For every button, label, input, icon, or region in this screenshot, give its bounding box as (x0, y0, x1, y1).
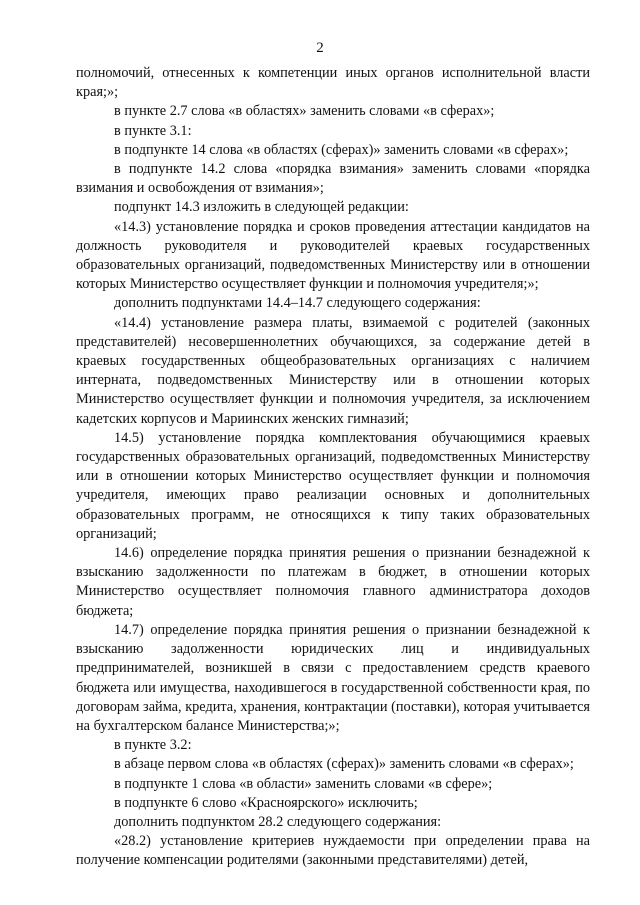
paragraph: 14.7) определение порядка принятия решения о признании безнадежной к взысканию задолженности юридических лиц и индивидуальных предпринимателей, возникшей в связи с предоставлением средств краевого бюджета или имущества, находившегося в государственной собственности края, по договорам займа, кредита, хранения, контрактации (поставки), которая учитывается на бухгалтерском балансе Министерства;»; (76, 621, 590, 734)
paragraph: 14.6) определение порядка принятия решения о признании безнадежной к взысканию задолженности по платежам в бюджет, в отношении которых Министерство осуществляет полномочия главного администратора доходов бюджета; (76, 545, 590, 619)
paragraph: дополнить подпунктом 28.2 следующего содержания: (114, 813, 442, 830)
paragraph: в подпункте 1 слова «в области» заменить словами «в сфере»; (114, 775, 493, 792)
page-number: 2 (316, 40, 324, 56)
paragraph: в абзаце первом слова «в областях (сферах)» заменить словами «в сферах»; (114, 756, 574, 773)
paragraph: «28.2) установление критериев нуждаемости при определении права на получение компенсации родителями (законными представителями) детей, (76, 833, 590, 869)
paragraph: в подпункте 14 слова «в областях (сферах)» заменить словами «в сферах»; (114, 141, 569, 158)
document-body (76, 64, 590, 871)
paragraph: «14.3) установление порядка и сроков проведения аттестации кандидатов на должность руководителя и руководителей краевых государственных образовательных организаций, подведомственных Министерству или в отношении которых Министерство осуществляет функции и полномочия учредителя;»; (76, 218, 590, 293)
paragraph: «14.4) установление размера платы, взимаемой с родителей (законных представителей) несовершеннолетних обучающихся, за содержание детей в краевых государственных общеобразовательных организациях с наличием интерната, подведомственных Министерству или в отношении которых Министерство осуществляет функции и полномочия учредителя, за исключением кадетских корпусов и Мариинских женских гимназий; (76, 314, 590, 427)
paragraph: дополнить подпунктами 14.4–14.7 следующего содержания: (114, 295, 481, 312)
paragraph: 14.5) установление порядка комплектования обучающимися краевых государственных образовательных организаций, подведомственных Министерству или в отношении которых Министерство осуществляет функции и полномочия учредителя, имеющих право реализации основных и дополнительных образовательных программ, не относящихся к типу таких образовательных организаций; (76, 429, 590, 542)
paragraph: в пункте 3.2: (114, 737, 192, 754)
paragraph: в пункте 2.7 слова «в областях» заменить словами «в сферах»; (114, 103, 495, 120)
paragraph: в подпункте 14.2 слова «порядка взимания» заменить словами «порядка взимания и освобождения от взимания»; (76, 161, 590, 197)
paragraph: в подпункте 6 слово «Красноярского» исключить; (114, 794, 418, 811)
paragraph: полномочий, отнесенных к компетенции иных органов исполнительной власти края;»; (76, 65, 590, 101)
paragraph: в пункте 3.1: (114, 122, 192, 139)
paragraph: подпункт 14.3 изложить в следующей редакции: (114, 199, 409, 216)
